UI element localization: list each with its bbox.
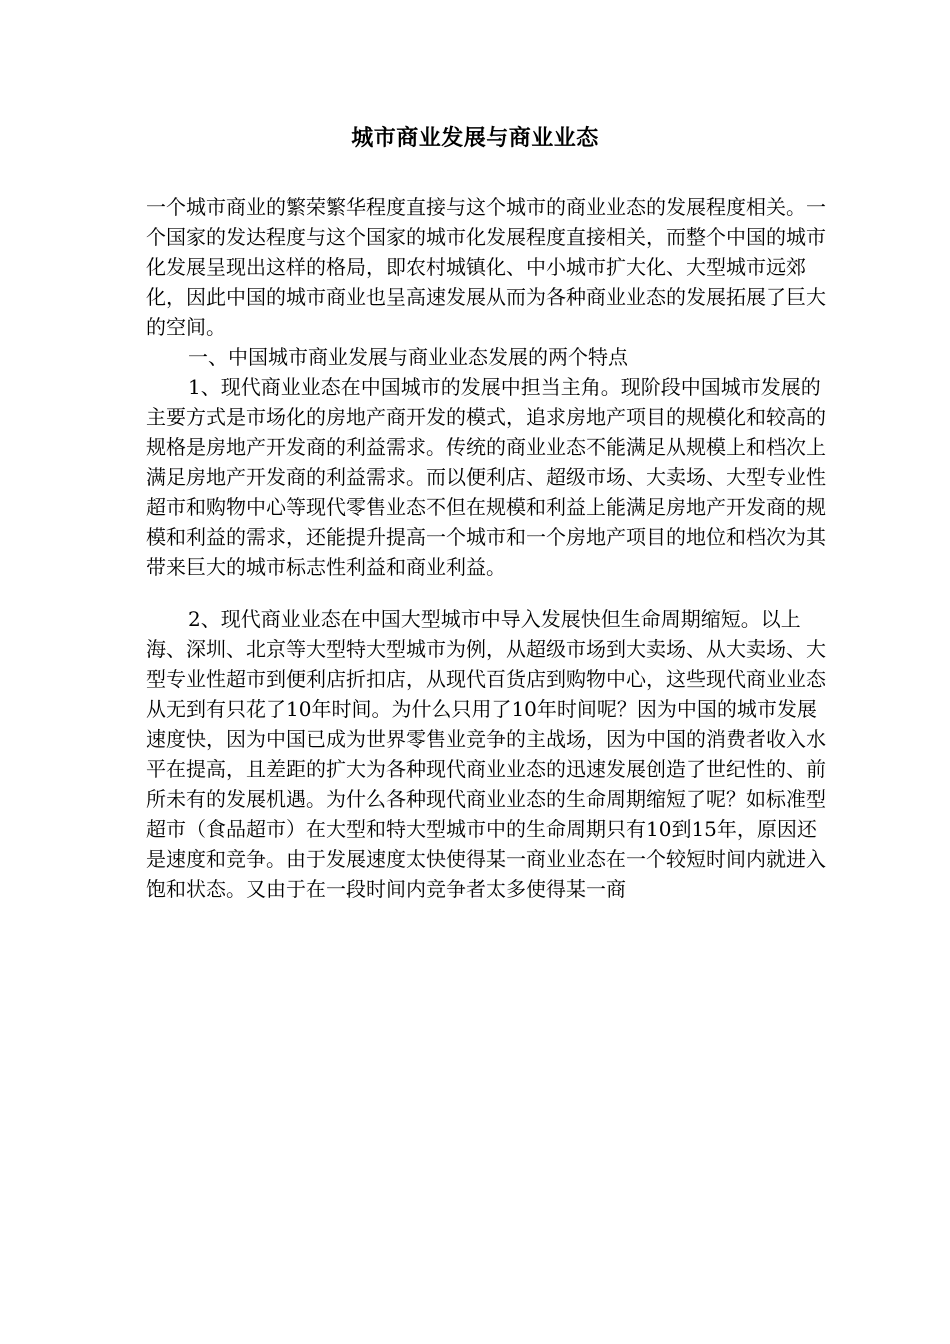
- document-body: [146, 192, 826, 904]
- point-1-paragraph: 1、现代商业业态在中国城市的发展中担当主角。现阶段中国城市发展的主要方式是市场化的房地产商开发的模式，追求房地产项目的规模化和较高的规格是房地产开发商的利益需求。传统的商业业态不能满足从规模上和档次上满足房地产开发商的利益需求。而以便利店、超级市场、大卖场、大型专业性超市和购物中心等现代零售业态不但在规模和利益上能满足房地产开发商的规模和利益的需求，还能提升提高一个城市和一个房地产项目的地位和档次为其带来巨大的城市标志性利益和商业利益。: [146, 375, 826, 579]
- section-heading: 一、中国城市商业发展与商业业态发展的两个特点: [188, 345, 628, 369]
- point-2-paragraph: 2、现代商业业态在中国大型城市中导入发展快但生命周期缩短。以上海、深圳、北京等大型特大型城市为例，从超级市场到大卖场、从大卖场、大型专业性超市到便利店折扣店，从现代百货店到购物中心，这些现代商业业态从无到有只花了10年时间。为什么只用了10年时间呢？因为中国的城市发展速度快，因为中国已成为世界零售业竞争的主战场，因为中国的消费者收入水平在提高，且差距的扩大为各种现代商业业态的迅速发展创造了世纪性的、前所未有的发展机遇。为什么各种现代商业业态的生命周期缩短了呢？如标准型超市（食品超市）在大型和特大型城市中的生命周期只有10到15年，原因还是速度和竞争。由于发展速度太快使得某一商业业态在一个较短时间内就进入饱和状态。又由于在一段时间内竞争者太多使得某一商: [146, 607, 826, 901]
- paragraph-spacer: [146, 582, 826, 604]
- document-title: 城市商业发展与商业业态: [351, 125, 599, 151]
- intro-paragraph: 一个城市商业的繁荣繁华程度直接与这个城市的商业业态的发展程度相关。一个国家的发达程度与这个国家的城市化发展程度直接相关，而整个中国的城市化发展呈现出这样的格局，即农村城镇化、中小城市扩大化、大型城市远郊化，因此中国的城市商业也呈高速发展从而为各种商业业态的发展拓展了巨大的空间。: [146, 195, 826, 339]
